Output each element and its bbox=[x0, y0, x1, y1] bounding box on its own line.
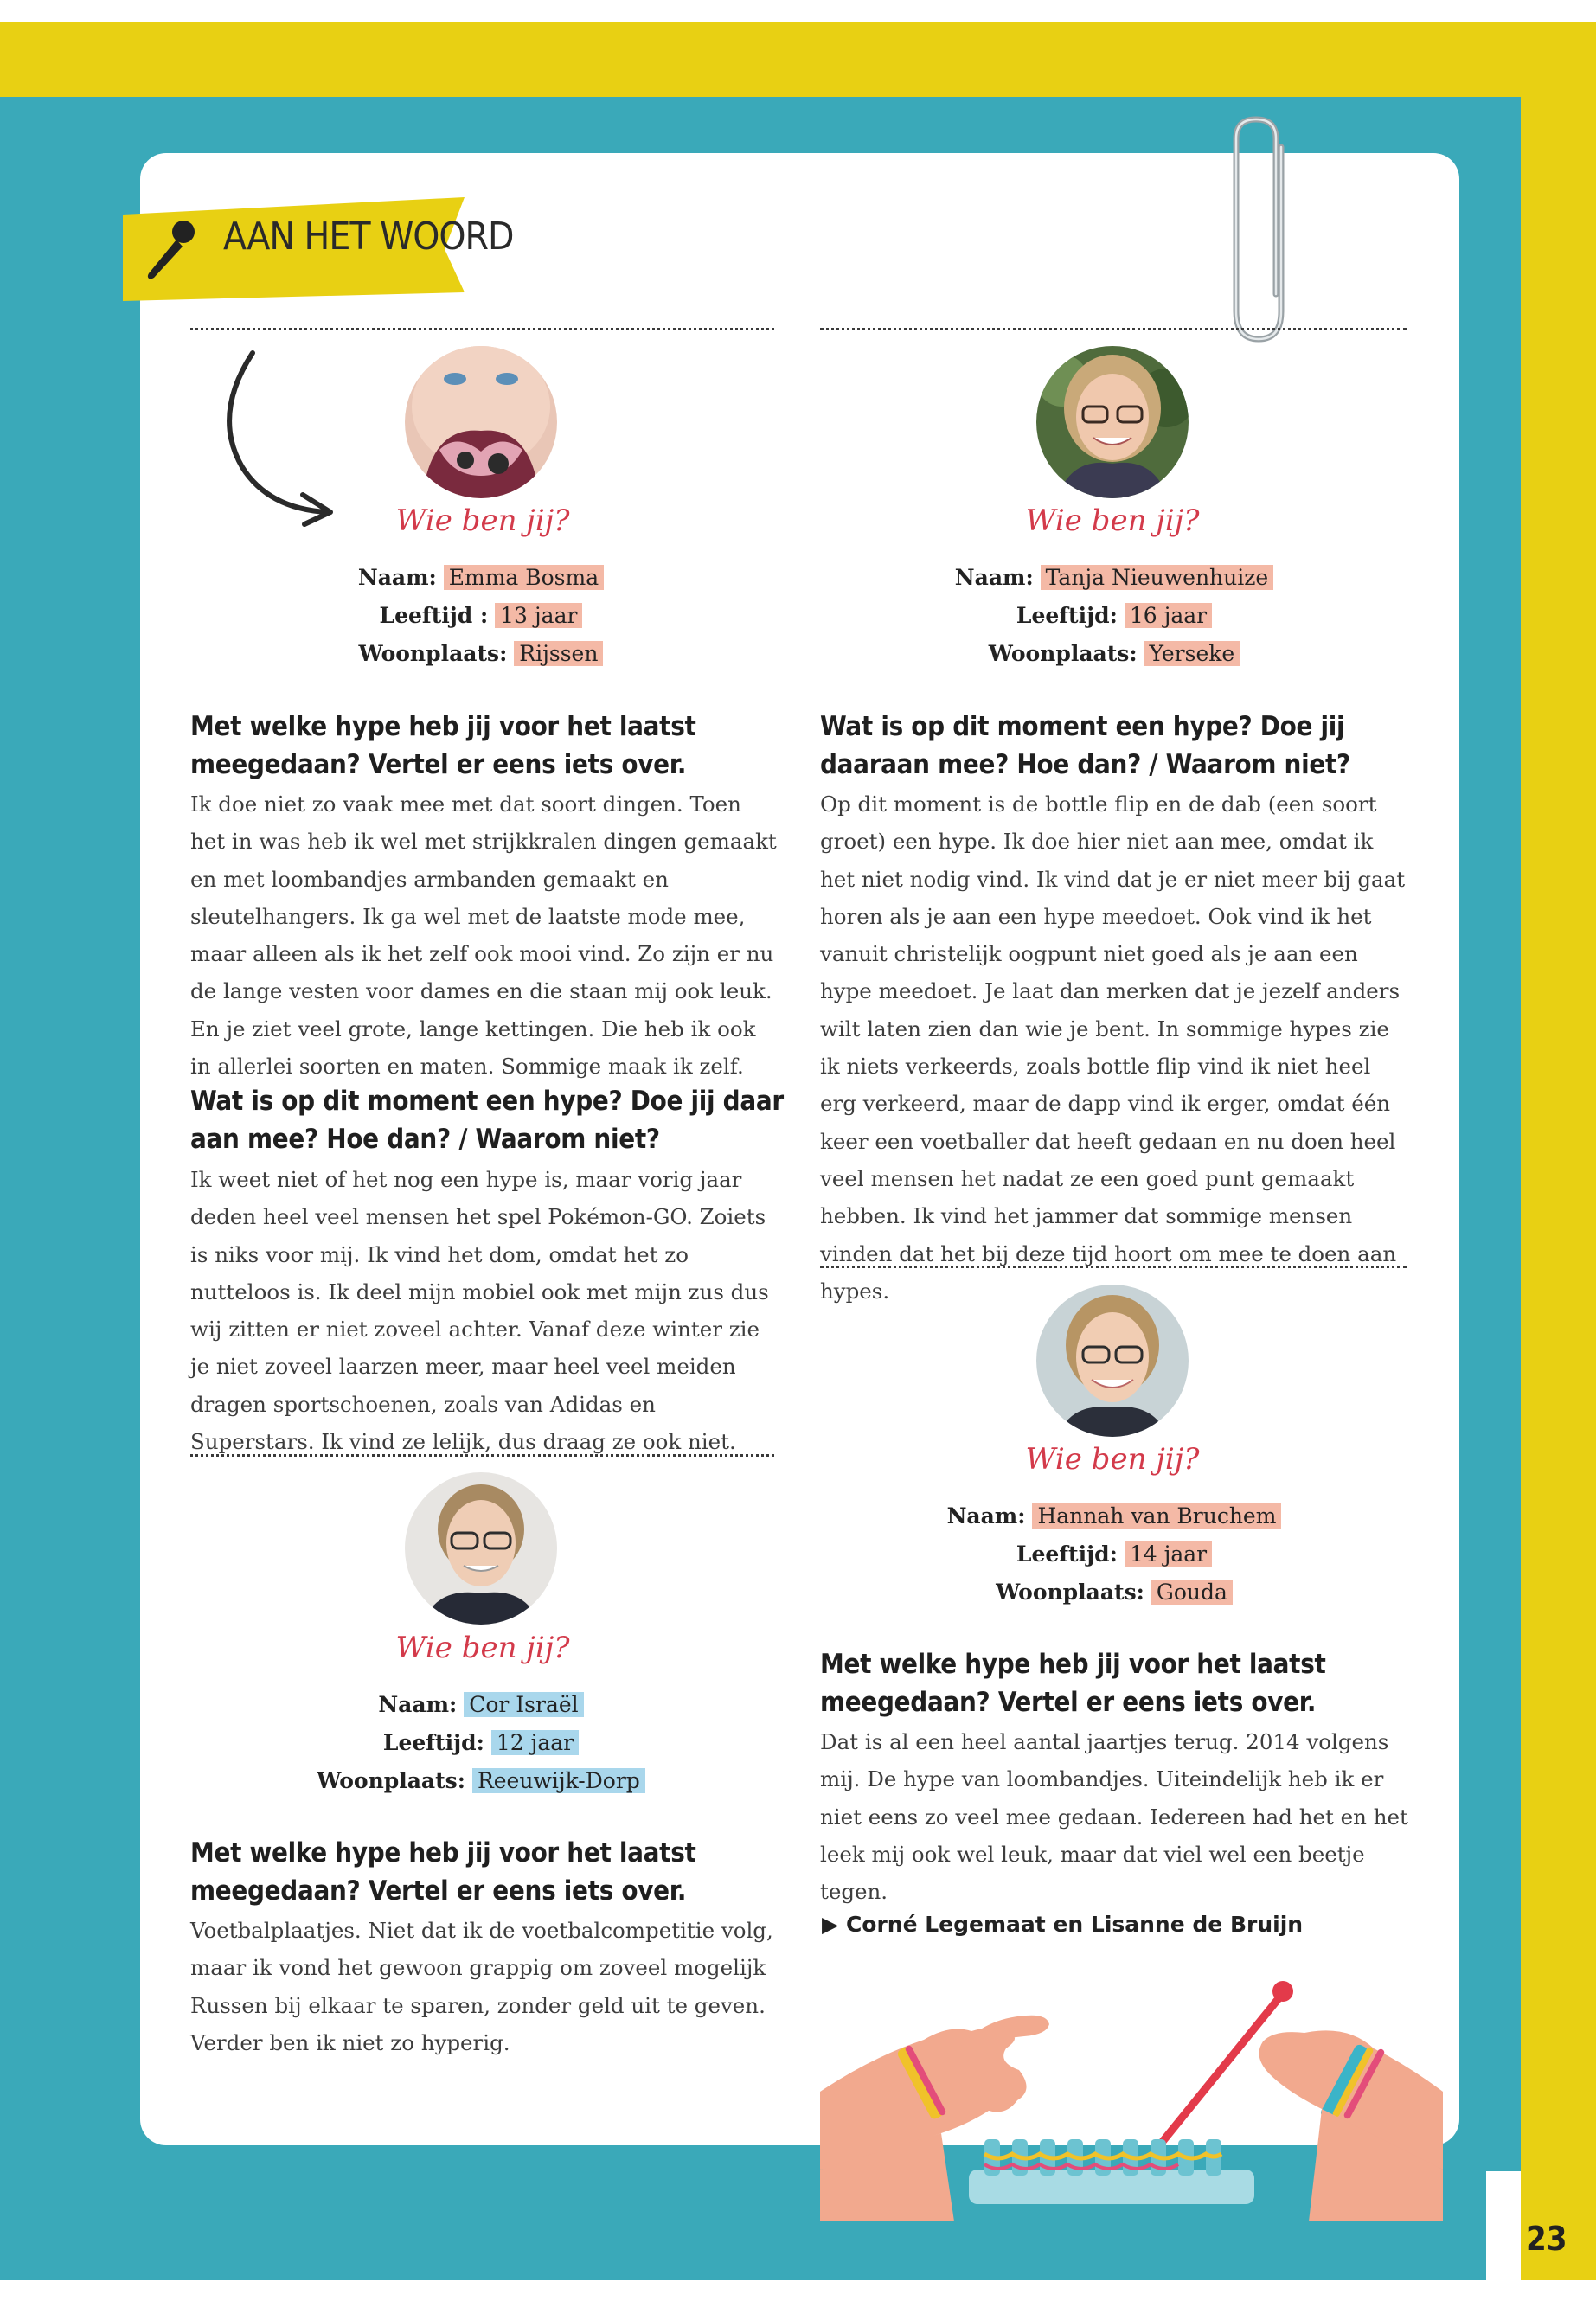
triangle-bullet-icon: ▶ bbox=[822, 1912, 846, 1937]
age-label: Leeftijd: bbox=[382, 1730, 484, 1755]
city-label: Woonplaats: bbox=[996, 1580, 1144, 1605]
avatar-hannah bbox=[1036, 1285, 1189, 1437]
name-label: Naam: bbox=[946, 1503, 1026, 1529]
age-value: 16 jaar bbox=[1125, 603, 1212, 628]
loom-illustration bbox=[820, 1962, 1443, 2221]
age-value: 13 jaar bbox=[495, 603, 582, 628]
avatar-cor bbox=[405, 1472, 557, 1625]
author-credit bbox=[822, 1912, 1303, 1937]
name-label: Naam: bbox=[357, 565, 437, 590]
city-value: Reeuwijk-Dorp bbox=[472, 1768, 645, 1793]
question-heading: Wat is op dit moment een hype? Doe jij daar aan mee? Hoe dan? / Waarom niet? bbox=[190, 1086, 784, 1155]
profile-info bbox=[837, 1497, 1391, 1612]
wie-ben-jij-heading: Wie ben jij? bbox=[1025, 1442, 1200, 1477]
divider bbox=[190, 328, 774, 330]
profile-info bbox=[837, 559, 1391, 673]
age-label: Leeftijd : bbox=[379, 603, 489, 628]
avatar-emma bbox=[405, 346, 557, 498]
name-value: Emma Bosma bbox=[444, 565, 604, 590]
name-value: Cor Israël bbox=[464, 1692, 583, 1717]
name-value: Tanja Nieuwenhuize bbox=[1041, 565, 1274, 590]
avatar-tanja bbox=[1036, 346, 1189, 498]
age-value: 14 jaar bbox=[1125, 1541, 1212, 1567]
city-label: Woonplaats: bbox=[358, 641, 508, 666]
top-yellow-band bbox=[0, 22, 1596, 97]
wie-ben-jij-heading: Wie ben jij? bbox=[1025, 503, 1200, 538]
answer-text: Ik weet niet of het nog een hype is, maar vorig jaar deden heel veel mensen het spel Pokémon-GO. Zoiets is niks voor mij. Ik vind het dom, omdat het zo nutteloos is. Ik deel mijn mobiel ook met mijn zus dus wij zitten er niet zoveel achter. Vanaf deze winter zie je niet zoveel laarzen meer, maar heel veel meiden dragen sportschoenen, zoals van Adidas en Superstars. Ik vind ze lelijk, dus draag ze ook niet. bbox=[190, 1167, 769, 1455]
author-names: Corné Legemaat en Lisanne de Bruijn bbox=[845, 1912, 1304, 1937]
age-label: Leeftijd: bbox=[1016, 603, 1118, 628]
divider bbox=[820, 328, 1407, 330]
page-number: 23 bbox=[1526, 2220, 1567, 2258]
question-heading: Met welke hype heb jij voor het laatst meegedaan? Vertel er eens iets over. bbox=[820, 1649, 1326, 1718]
answer-text: Voetbalplaatjes. Niet dat ik de voetbalcompetitie volg, maar ik vond het gewoon grappig om zoveel mogelijk Russen bij elkaar te sparen, zonder geld uit te geven. Verder ben ik niet zo hyperig. bbox=[190, 1918, 773, 2055]
question-heading: Met welke hype heb jij voor het laatst meegedaan? Vertel er eens iets over. bbox=[190, 1837, 696, 1907]
answer-text: Ik doe niet zo vaak mee met dat soort dingen. Toen het in was heb ik wel met strijkkralen dingen gemaakt en met loombandjes armbanden gemaakt en sleutelhangers. Ik ga wel met de laatste mode mee, maar alleen als ik het zelf ook mooi vind. Zo zijn er nu de lange vesten voor dames en die staan mij ook leuk. En je ziet veel grote, lange kettingen. Die heb ik ook in allerlei soorten en maten. Sommige maak ik zelf. bbox=[190, 792, 777, 1080]
name-label: Naam: bbox=[954, 565, 1034, 590]
profile-info bbox=[204, 559, 758, 673]
wie-ben-jij-heading: Wie ben jij? bbox=[395, 1631, 570, 1665]
section-title: AAN HET WOORD bbox=[223, 215, 514, 259]
right-yellow-band bbox=[1521, 22, 1596, 2280]
city-value: Yerseke bbox=[1144, 641, 1240, 666]
curved-arrow-icon bbox=[216, 346, 346, 528]
city-value: Gouda bbox=[1151, 1580, 1233, 1605]
name-label: Naam: bbox=[378, 1692, 458, 1717]
age-value: 12 jaar bbox=[491, 1730, 579, 1755]
age-label: Leeftijd: bbox=[1016, 1541, 1118, 1567]
question-heading: Met welke hype heb jij voor het laatst meegedaan? Vertel er eens iets over. bbox=[190, 711, 696, 780]
microphone-icon bbox=[140, 216, 201, 285]
page-edge-strip bbox=[1486, 2171, 1521, 2280]
city-label: Woonplaats: bbox=[988, 641, 1138, 666]
paperclip-icon bbox=[1215, 112, 1311, 350]
city-value: Rijssen bbox=[514, 641, 603, 666]
profile-info bbox=[204, 1686, 758, 1800]
wie-ben-jij-heading: Wie ben jij? bbox=[395, 503, 570, 538]
bottom-margin bbox=[0, 2280, 1596, 2301]
answer-text: Op dit moment is de bottle flip en de dab (een soort groet) een hype. Ik doe hier niet aan mee, omdat ik het niet nodig vind. Ik vind dat je er niet meer bij gaat horen als je aan een hype meedoet. Ook vind ik het vanuit christelijk oogpunt niet goed als je aan een hype meedoet. Je laat dan merken dat je jezelf anders wilt laten zien dan wie je bent. In sommige hypes zie ik niets verkeerds, zoals bottle flip vind ik niet heel erg verkeerd, maar de dapp vind ik erger, omdat één keer een voetballer dat heeft gedaan en nu doen heel veel mensen het nadat ze een goed punt gemaakt hebben. Ik vind het jammer dat sommige mensen vinden dat het bij deze tijd hoort om mee te doen aan hypes. bbox=[820, 792, 1406, 1304]
city-label: Woonplaats: bbox=[317, 1768, 465, 1793]
question-heading: Wat is op dit moment een hype? Doe jij daaraan mee? Hoe dan? / Waarom niet? bbox=[820, 711, 1350, 780]
name-value: Hannah van Bruchem bbox=[1032, 1503, 1281, 1529]
answer-text: Dat is al een heel aantal jaartjes terug. 2014 volgens mij. De hype van loombandjes. Uiteindelijk heb ik er niet eens zo veel mee gedaan. Iedereen had het en het leek mij ook wel leuk, maar dat viel wel een beetje tegen. bbox=[820, 1729, 1408, 1905]
